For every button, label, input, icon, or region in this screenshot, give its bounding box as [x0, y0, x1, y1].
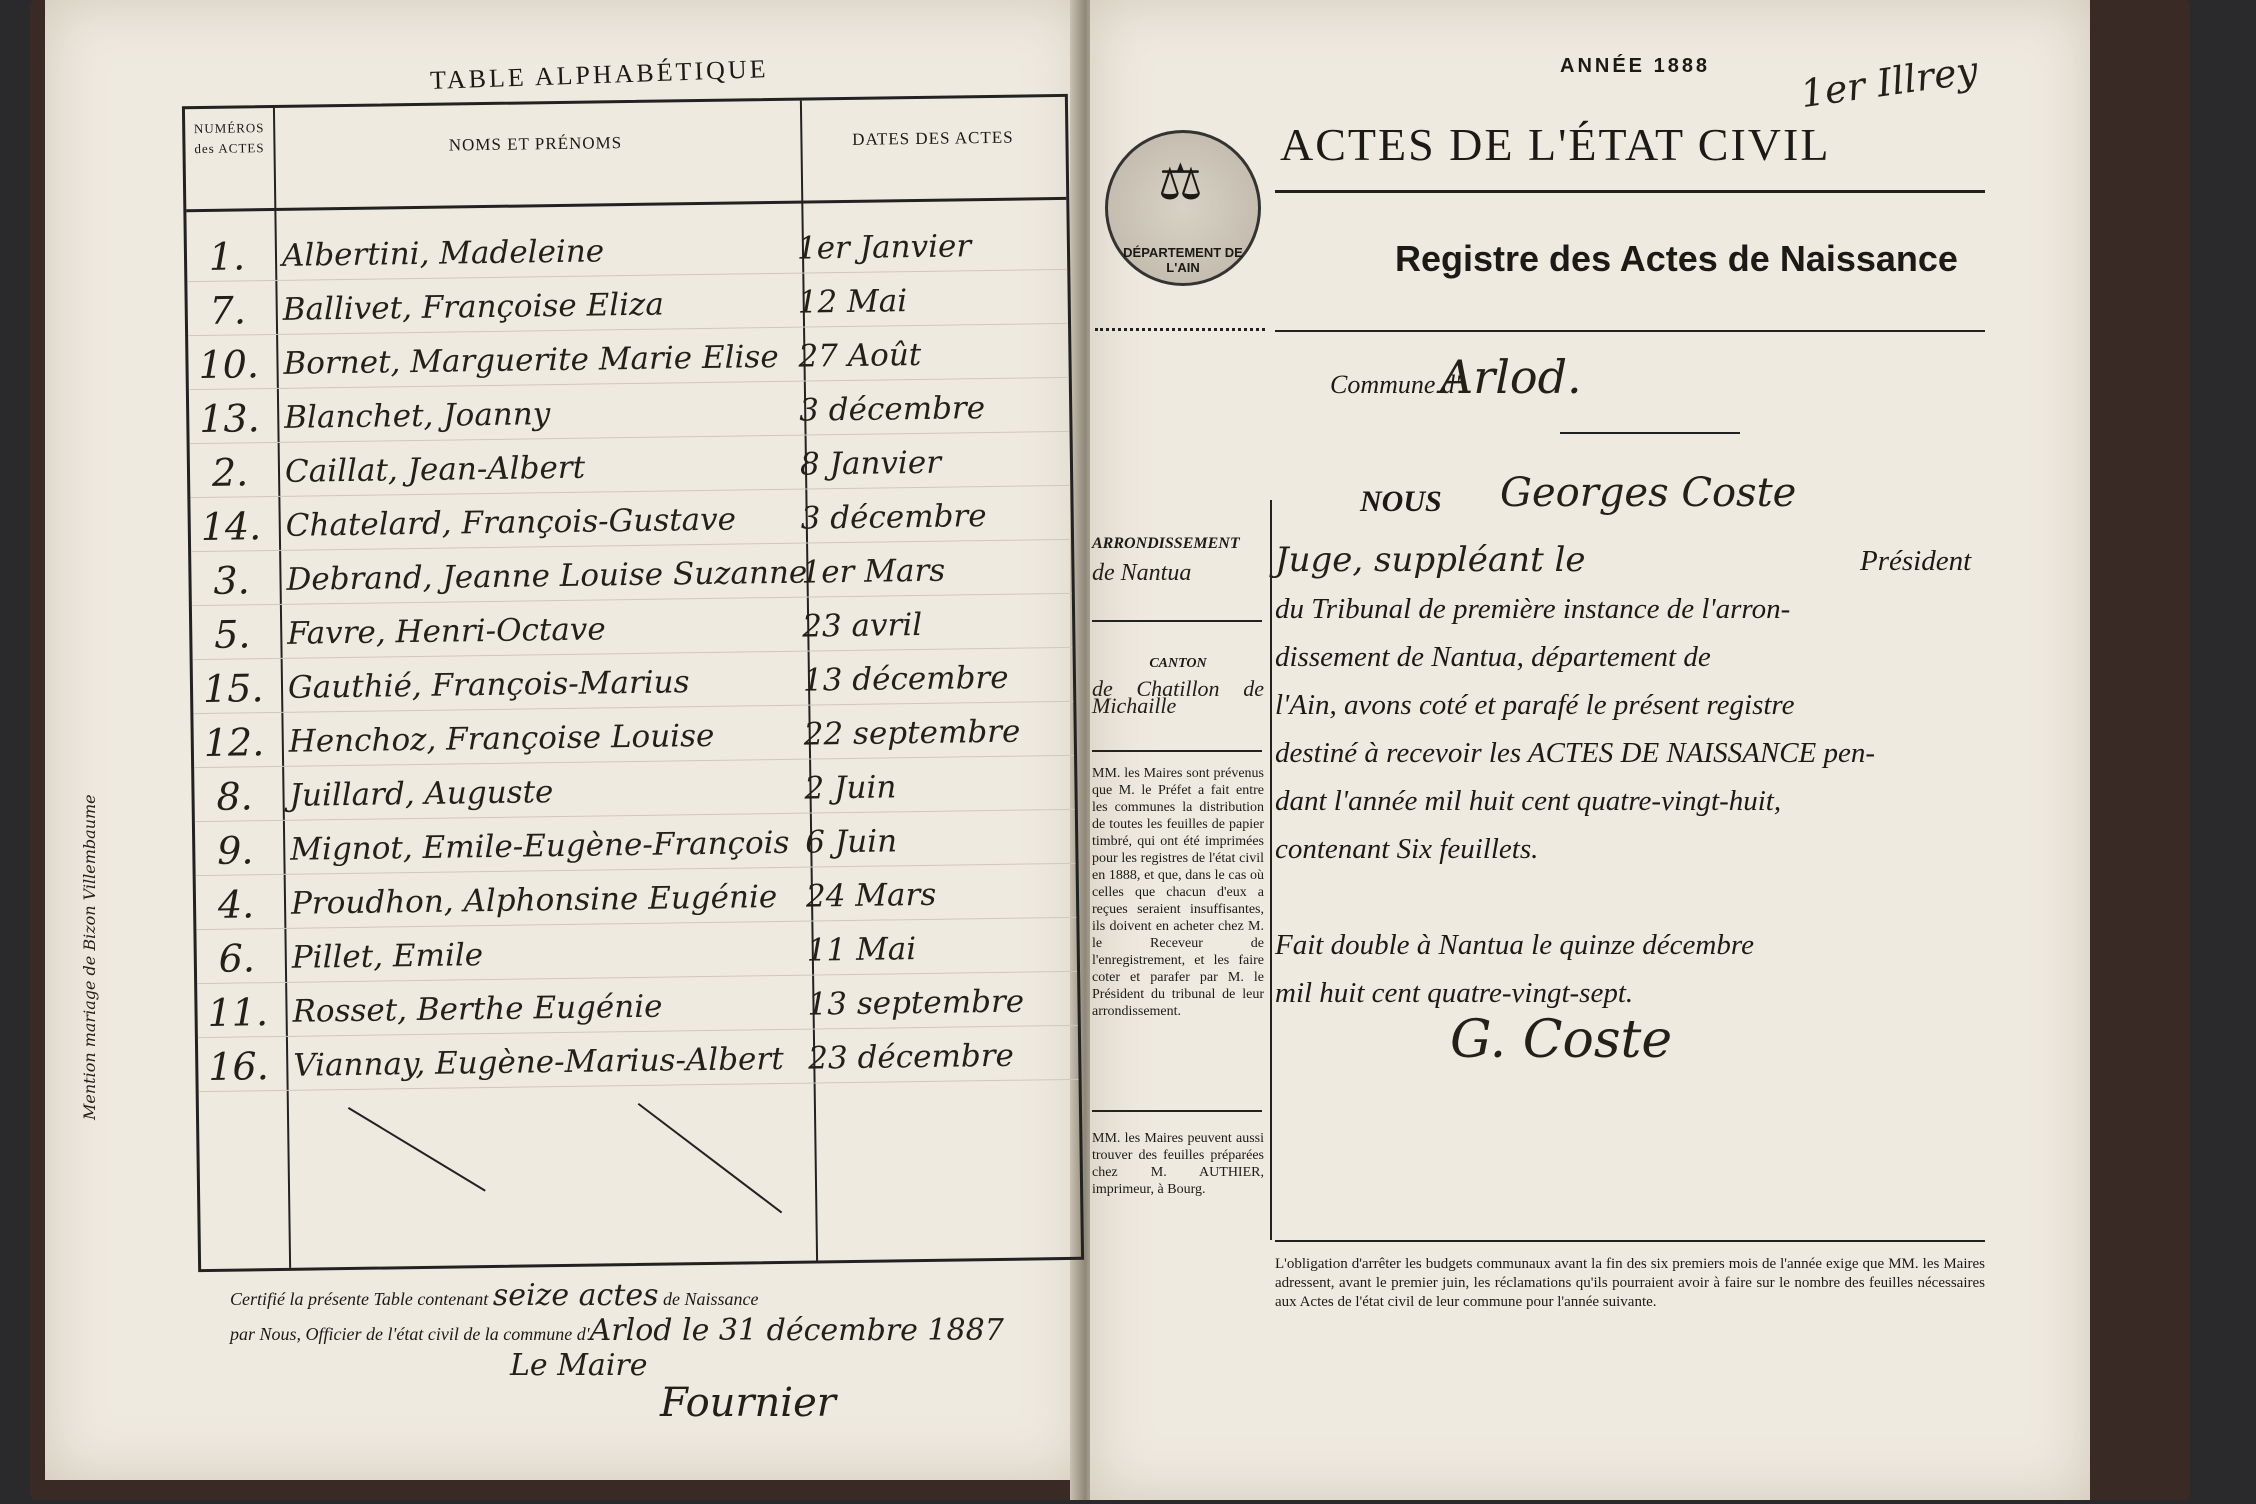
- person-name: Proudhon, Alphonsine Eugénie: [290, 879, 778, 922]
- corner-annotation: 1er Illrey: [1797, 47, 1981, 117]
- declaration-line: dant l'année mil huit cent quatre-vingt-huit,: [1275, 785, 1782, 817]
- declaration-line: contenant Six feuillets.: [1275, 833, 1539, 865]
- act-date: 3 décembre: [800, 498, 987, 537]
- act-number: 9.: [216, 828, 254, 873]
- act-number: 5.: [213, 612, 251, 657]
- fiscal-stamp: [1105, 130, 1261, 286]
- person-name: Debrand, Jeanne Louise Suzanne: [286, 554, 808, 598]
- act-date: 23 décembre: [808, 1037, 1015, 1077]
- main-title: ACTES DE L'ÉTAT CIVIL: [1280, 119, 1831, 170]
- act-number: 3.: [213, 558, 250, 603]
- sidebar-rule: [1092, 750, 1262, 752]
- closing-stroke: [348, 1107, 486, 1192]
- act-number: 12.: [203, 720, 265, 765]
- judge-title: Juge, suppléant le: [1275, 540, 1586, 580]
- certify-line2-prefix: par Nous, Officier de l'état civil de la commune d': [230, 1324, 590, 1344]
- sidebar-rule: [1092, 620, 1262, 622]
- certify-prefix: Certifié la présente Table contenant: [230, 1289, 489, 1309]
- arrondissement-label: ARRONDISSEMENT: [1092, 535, 1240, 552]
- judge-signature: G. Coste: [1450, 1010, 1673, 1070]
- act-date: 23 avril: [801, 606, 923, 645]
- nous-label: NOUS: [1360, 485, 1442, 518]
- declaration-line: du Tribunal de première instance de l'arron-: [1275, 593, 1791, 625]
- act-number: 4.: [217, 882, 255, 927]
- act-number: 8.: [216, 774, 253, 819]
- act-date: 12 Mai: [797, 283, 908, 321]
- act-number: 11.: [207, 990, 269, 1035]
- mayor-signature: Fournier: [660, 1380, 836, 1426]
- canton-value: de Chatillon de Michaille: [1092, 676, 1264, 718]
- alphabetical-table: [182, 94, 1084, 1272]
- commune-value: Arlod.: [1440, 350, 1582, 404]
- register-rule: [1275, 330, 1985, 332]
- person-name: Henchoz, Françoise Louise: [288, 717, 715, 760]
- closing-stroke: [638, 1103, 783, 1213]
- table-title: TABLE ALPHABÉTIQUE: [429, 54, 770, 95]
- person-name: Bornet, Marguerite Marie Elise: [283, 338, 779, 382]
- person-name: Albertini, Madeleine: [281, 233, 605, 274]
- act-number: 7.: [209, 288, 247, 333]
- margin-note: Mention mariage de Bizon Villembaume: [80, 794, 99, 1120]
- person-name: Viannay, Eugène-Marius-Albert: [293, 1040, 784, 1084]
- act-date: 22 septembre: [803, 713, 1021, 753]
- declaration-line: l'Ain, avons coté et parafé le présent registre: [1275, 689, 1795, 721]
- canton-label: CANTON: [1149, 656, 1207, 671]
- certification-text: [230, 1280, 1050, 1385]
- justice-seal-icon: ⚖: [1158, 154, 1203, 210]
- act-date: 3 décembre: [798, 390, 986, 429]
- declaration-line: destiné à recevoir les ACTES DE NAISSANCE pen-: [1275, 737, 1876, 769]
- footer-note: L'obligation d'arrêter les budgets communaux avant la fin des six premiers mois de l'année exige que MM. les Maires adressent, avant le premier juin, les réclamations qu'ils pourraient avoir à faire sur le nombre des feuilles nécessaires aux Actes de l'état civil de leur commune pour l'année suivante.: [1275, 1256, 1985, 1310]
- judge-name: Georges Coste: [1500, 470, 1797, 516]
- act-date: 11 Mai: [806, 931, 917, 969]
- stamp-text: DÉPARTEMENT DE L'AIN: [1123, 245, 1243, 275]
- act-date: 27 Août: [798, 336, 922, 375]
- header-numeros: NUMÉROS des ACTES: [193, 120, 265, 157]
- declaration-line: dissement de Nantua, département de: [1275, 641, 1711, 673]
- certify-suffix: de Naissance: [663, 1289, 759, 1309]
- person-name: Ballivet, Françoise Eliza: [282, 286, 665, 328]
- act-number: 16.: [208, 1044, 270, 1089]
- notice-printer: MM. les Maires peuvent aussi trouver des feuilles préparées chez M. AUTHIER, imprimeur, à Bourg.: [1092, 1131, 1264, 1197]
- act-number: 14.: [200, 504, 262, 550]
- arrondissement-value: de Nantua: [1092, 560, 1192, 586]
- person-name: Blanchet, Joanny: [284, 396, 551, 436]
- act-date: 6 Juin: [804, 823, 898, 861]
- header-noms: NOMS ET PRÉNOMS: [448, 133, 623, 155]
- title-rule: [1275, 190, 1985, 193]
- sidebar-divider: [1270, 500, 1274, 1240]
- act-number: 2.: [211, 450, 249, 495]
- person-name: Favre, Henri-Octave: [287, 611, 606, 652]
- president-label: Président: [1860, 545, 1972, 577]
- act-date: 13 décembre: [802, 659, 1009, 699]
- footer-rule: [1275, 1240, 1985, 1242]
- person-name: Rosset, Berthe Eugénie: [292, 988, 663, 1030]
- act-date: 1er Janvier: [796, 228, 972, 267]
- act-number: 10.: [198, 342, 260, 388]
- act-date: 8 Janvier: [799, 444, 942, 483]
- person-name: Juillard, Auguste: [289, 774, 554, 814]
- act-number: 15.: [202, 666, 264, 712]
- person-name: Gauthié, François-Marius: [287, 664, 690, 706]
- act-date: 24 Mars: [805, 876, 937, 915]
- certify-count: seize actes: [492, 1278, 659, 1313]
- register-title: Registre des Actes de Naissance: [1395, 238, 1958, 279]
- person-name: Pillet, Emile: [291, 937, 484, 976]
- act-date: 1er Mars: [801, 552, 946, 591]
- commune-label: Commune d': [1330, 370, 1461, 399]
- certify-maire: Le Maire: [510, 1348, 648, 1383]
- act-number: 13.: [198, 396, 261, 442]
- stamp-rule: [1095, 328, 1265, 331]
- sidebar-rule: [1092, 1110, 1262, 1112]
- declaration-line: mil huit cent quatre-vingt-sept.: [1275, 977, 1634, 1009]
- person-name: Caillat, Jean-Albert: [284, 449, 586, 490]
- person-name: Chatelard, François-Gustave: [285, 501, 737, 544]
- declaration-line: Fait double à Nantua le quinze décembre: [1275, 929, 1754, 961]
- certify-date: Arlod le 31 décembre 1887: [589, 1313, 1004, 1348]
- person-name: Mignot, Emile-Eugène-François: [290, 824, 790, 868]
- notice-paper-distribution: MM. les Maires sont prévenus que M. le Préfet a fait entre les communes la distribution de toutes les feuilles de papier timbré, qui ont été imprimées pour les registres de l'état civil en 1888, et que, dans le cas où celles que chacun d'eux a reçues seraient insuffisantes, ils doivent en acheter chez M. le Receveur de l'enregistrement, et les faire coter et parafer par M. le Président du tribunal de leur arrondissement.: [1092, 766, 1264, 1019]
- act-date: 13 septembre: [807, 983, 1025, 1023]
- year-heading: ANNÉE 1888: [1560, 55, 1711, 77]
- act-number: 1.: [208, 234, 246, 279]
- declaration-text: [1275, 585, 1995, 1017]
- act-number: 6.: [218, 936, 256, 981]
- header-dates: DATES DES ACTES: [852, 127, 1014, 149]
- header-rule: [186, 197, 1066, 212]
- act-date: 2 Juin: [804, 769, 897, 807]
- commune-rule: [1560, 432, 1740, 434]
- declaration-line: [1275, 873, 1995, 921]
- table-row: [198, 1027, 1079, 1092]
